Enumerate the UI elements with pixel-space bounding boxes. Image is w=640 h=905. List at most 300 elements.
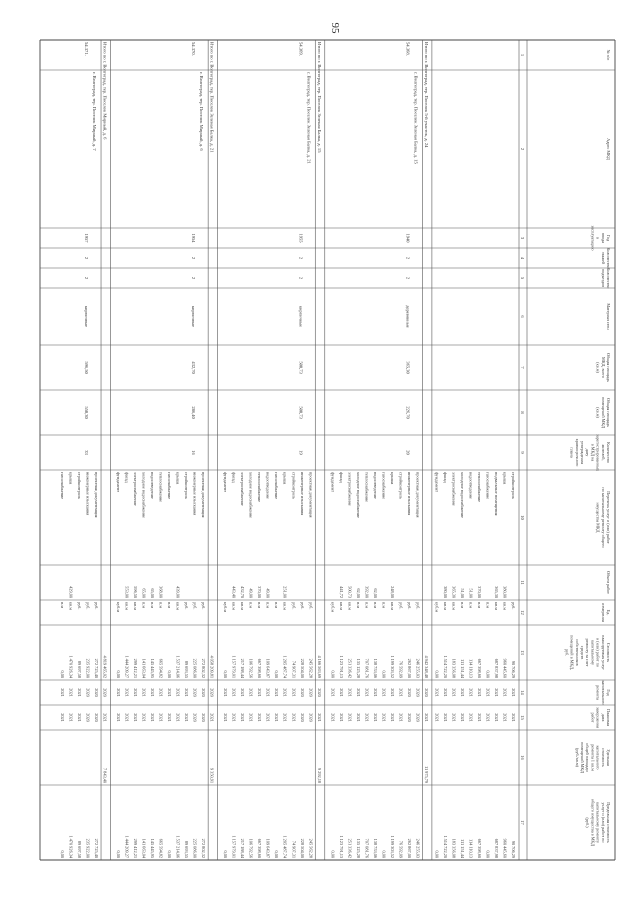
column-header: Количествоподъездов [600,267,611,289]
work-cost: 0,00 [274,670,280,678]
work-limit: 0,00 [485,850,491,858]
work-unit: п.м [485,602,491,609]
work-year: 2021 [133,688,139,697]
work-date: 2021 [240,713,246,722]
column-header: Годвводавэксплуатацию [590,225,611,251]
work-date: 2021 [124,713,130,722]
work-cost: 114 110,13 [468,658,474,678]
work-unit: п.м [476,602,482,609]
work-year: 2021 [381,688,387,697]
total-label: Итого по г. Волгоград, тер. Поселок 5-й участок, д. 24 [423,42,429,148]
work-cost: 246 255,03 [415,658,421,678]
column-number: 9 [520,451,525,454]
work-date: 2021 [459,713,465,722]
work-cost: 251 336,42 [347,658,353,678]
work-date: 2021 [158,713,164,722]
work-limit: 228 504,00 [299,838,305,858]
work-limit: 141 663,04 [141,838,147,858]
work-volume: 553,00 [124,586,130,598]
total-specific-cost: 9 350,91 [209,767,215,783]
work-date: 2021 [59,713,65,722]
work-volume: 51,00 [468,588,474,598]
work-date: 2021 [175,713,181,722]
work-name: холодное водоснабжение [459,472,465,518]
work-limit: 89 697,58 [77,840,82,858]
work-year: 2020 [406,688,412,697]
work-limit: 1 444 209,27 [124,835,130,858]
work-cost: 225 086,00 [192,658,198,678]
work-limit: 0,00 [167,850,173,858]
work-cost: 667 398,60 [476,658,482,678]
work-volume: 441,72 [338,586,344,598]
work-date: 2021 [265,713,271,722]
work-name: фасад [338,472,344,483]
work-cost: 0,00 [223,670,229,678]
work-date: 2021 [347,713,353,722]
work-date: 2021 [68,713,74,722]
work-date: 2021 [231,713,237,722]
work-unit: п.м [150,602,156,609]
work-unit: кв.м [442,602,448,610]
work-year: 2021 [124,688,130,697]
column-header: Количествожителей,зарегистрированныхв МКД надатуутверждениякраткосрочногоплана [569,434,611,471]
work-cost: 217 188,44 [240,658,246,678]
work-name: фасад [231,472,237,483]
work-limit: 299 412,21 [133,838,139,858]
year-built: 1940 [405,233,411,243]
work-year: 2021 [265,688,271,697]
column-header: Общая площадьМКД, всего(кв.м) [595,353,611,382]
total-specific-cost: 7 843,40 [102,767,108,783]
work-unit: куб.м [330,602,336,613]
work-cost: 76 592,09 [398,660,404,678]
work-unit: руб. [201,602,207,610]
work-date: 2021 [381,713,387,722]
work-name: инженерные изыскания [192,472,198,516]
area-premises: 226,70 [405,406,411,419]
work-unit: кв.м [389,602,395,610]
work-date: 2021 [372,713,378,722]
work-cost: 141 663,04 [141,658,147,678]
work-volume: 251,00 [282,586,288,598]
work-year: 2021 [248,688,254,697]
object-number: 54.370. [191,42,197,56]
year-built: 1954 [191,233,197,243]
work-name: инженерные изыскания [85,472,91,516]
work-date: 2021 [355,713,361,722]
work-year: 2021 [347,688,353,697]
work-date: 2021 [389,713,395,722]
work-year: 2020 [415,688,421,697]
work-year: 2020 [192,688,198,697]
work-limit: 114 110,13 [468,838,474,858]
work-cost: 1 199 303,52 [389,655,395,678]
column-number: 4 [520,256,525,260]
work-date: 2021 [330,713,336,722]
total-cost: 4 819 465,02 [102,655,108,678]
work-unit: п.м [265,602,271,609]
work-cost: 0,00 [59,670,65,678]
work-year: 2021 [389,688,395,697]
work-unit: п.м [355,602,361,609]
area-total: 365,30 [405,361,411,374]
total-cost: 4 942 348,48 [423,655,429,678]
work-volume: 62,00 [372,588,378,598]
work-limit: 246 255,03 [415,838,421,858]
work-unit: п.м [381,602,387,609]
work-name: водоотведение [150,472,156,499]
floors-count: 2 [191,256,197,260]
column-header: Общая площадьпомещений МКД(кв.м) [595,397,611,428]
column-header: Адрес МКД [606,138,611,160]
column-number: 3 [520,236,525,240]
area-premises: 550,30 [84,406,90,419]
work-date: 2021 [510,713,516,722]
work-date: 2021 [451,713,457,722]
work-date: 2021 [77,713,82,722]
work-unit: куб.м [116,602,122,613]
work-unit: кв.м [493,602,499,610]
work-name: крыша [389,472,395,485]
work-unit: кв.м [231,602,237,610]
work-date: 2021 [364,713,370,722]
work-unit: куб.м [223,602,229,613]
work-date: 2021 [167,713,173,722]
work-name: подвальные помещения [493,472,499,516]
work-date: 2020 [94,713,100,722]
work-limit: 262 867,00 [406,838,412,858]
work-volume: 439,00 [175,586,181,598]
work-volume: 49,00 [265,588,271,598]
work-unit: руб. [184,602,190,610]
work-year: 2021 [150,688,156,697]
work-limit: 245 562,28 [308,838,314,858]
work-volume: 429,00 [68,586,74,598]
work-limit: 272 802,32 [201,838,207,858]
work-unit: п.м [257,602,263,609]
work-name: проектная документация [308,472,314,518]
work-year: 2021 [141,688,147,697]
work-name: стройконтроль [398,472,404,500]
work-volume: 365,30 [493,586,499,598]
total-cost: 4 166 563,69 [316,655,322,678]
work-name: инженерные изыскания [299,472,305,516]
work-name: фундамент [434,472,440,493]
work-year: 2021 [434,688,440,697]
work-limit: 0,00 [381,850,387,858]
work-limit: 1 123 791,13 [338,835,344,858]
work-date: 2021 [291,713,297,722]
wall-material: кирпичные [298,305,304,328]
work-unit: п.м [248,602,254,609]
work-limit: 106 792,56 [248,838,254,858]
work-cost: 135 125,28 [355,658,361,678]
work-limit: 1 199 303,52 [389,835,395,858]
work-year: 2021 [459,688,465,697]
work-cost: 145 445,95 [150,658,156,678]
object-number: 54.371. [84,42,90,56]
work-unit: руб. [308,602,314,610]
work-limit: 707 081,76 [364,838,370,858]
work-limit: 109 643,87 [265,838,271,858]
work-year: 2020 [308,688,314,697]
work-unit: п.м [167,602,173,609]
work-unit: п.м [274,602,280,609]
residents-count: 16 [191,450,197,455]
work-limit: 145 445,95 [150,838,156,858]
work-volume: 500,73 [347,586,353,598]
work-name: теплоснабжение [257,472,263,503]
object-number: 54.368. [405,42,411,56]
work-name: инженерные изыскания [406,472,412,516]
work-cost: 89 697,58 [77,660,82,678]
work-name: холодное водоснабжение [355,472,361,518]
work-volume: 51,00 [459,588,465,598]
floors-count: 2 [298,256,304,260]
work-name: холодное водоснабжение [141,472,147,518]
total-date: 2021 [209,713,215,722]
work-year: 2021 [184,688,190,697]
work-name: фундамент [223,472,229,493]
work-cost: 272 802,32 [201,658,207,678]
residents-count: 33 [84,450,90,455]
work-name: водоотведение [372,472,378,499]
work-unit: руб. [291,602,297,610]
work-cost: 687 837,98 [493,658,499,678]
work-unit: руб. [192,602,198,610]
entrances-count: 2 [405,276,411,280]
work-limit: 1 470 926,34 [68,835,74,858]
work-year: 2021 [398,688,404,697]
work-limit: 667 398,60 [257,838,263,858]
work-cost: 707 081,76 [364,658,370,678]
work-cost: 0,00 [434,670,440,678]
work-cost: 228 504,00 [299,658,305,678]
work-year: 2020 [94,688,100,697]
work-limit: 235 922,00 [85,838,91,858]
work-cost: 183 356,08 [451,658,457,678]
work-limit: 135 125,28 [355,838,361,858]
work-volume: 248,00 [389,586,395,598]
work-name: крыша [175,472,181,485]
work-date: 2021 [141,713,147,722]
work-year: 2021 [77,688,82,697]
work-unit: п.м [59,602,65,609]
work-limit: 76 592,09 [398,840,404,858]
work-unit: руб. [85,602,91,610]
work-year: 2021 [338,688,344,697]
column-header: № п/п [606,49,611,61]
work-cost: 262 867,00 [406,658,412,678]
work-unit: куб.м [434,602,440,613]
total-year: 2020 [423,688,429,697]
work-volume: 62,00 [355,588,361,598]
work-limit: 960 445,60 [502,838,508,858]
work-cost: 0,00 [116,670,122,678]
object-address: г. Волгоград, тер. Поселок Зеленая Балка, д. 15 [413,72,419,164]
work-date: 2021 [282,713,288,722]
work-cost: 0,00 [167,670,173,678]
work-cost: 245 562,28 [308,658,314,678]
total-specific-cost: 11 975,79 [423,765,429,783]
work-date: 2021 [485,713,491,722]
work-year: 2020 [85,688,91,697]
column-number: 15 [520,715,525,720]
work-unit: кв.м [282,602,288,610]
work-cost: 272 725,40 [94,658,100,678]
entrances-count: 2 [191,276,197,280]
work-limit: 0,00 [434,850,440,858]
work-name: крыша [282,472,288,485]
work-date: 2021 [434,713,440,722]
work-cost: 0,00 [330,670,336,678]
total-date: 2021 [102,713,108,722]
area-premises: 500,73 [298,406,304,419]
work-year: 2021 [68,688,74,697]
work-limit: 225 086,00 [192,838,198,858]
work-cost: 90 706,29 [510,660,516,678]
column-header: Количествоэтажей [600,247,611,269]
work-limit: 90 706,29 [510,840,516,858]
work-name: электроснабжение [451,472,457,506]
work-date: 2020 [406,713,412,722]
work-limit: 89 693,55 [184,840,190,858]
work-name: стройконтроль [510,472,516,500]
column-number: 8 [520,411,525,414]
work-cost: 1 444 209,27 [124,655,130,678]
work-name: крыша [68,472,74,485]
work-name: электроснабжение [240,472,246,506]
entrances-count: 2 [298,276,304,280]
work-name: водоотведение [468,472,474,499]
work-volume: 596,50 [133,586,139,598]
work-year: 2021 [158,688,164,697]
work-limit: 111 151,44 [459,838,465,858]
work-cost: 0,00 [381,670,387,678]
work-date: 2021 [476,713,482,722]
work-name: проектная документация [201,472,207,518]
work-volume: 392,00 [364,586,370,598]
total-year: 2020 [102,688,108,697]
work-cost: 1 123 791,13 [338,655,344,678]
work-limit: 1 205 487,74 [282,835,288,858]
work-volume: 443,40 [231,586,237,598]
work-limit: 0,00 [223,850,229,858]
work-year: 2021 [476,688,482,697]
column-number: 12 [520,610,525,615]
work-limit: 272 725,40 [94,838,100,858]
column-header: Материал стен [606,303,611,330]
object-address: г. Волгоград, тер. Поселок Мирный, д. 7 [92,72,98,151]
work-year: 2021 [223,688,229,697]
area-premises: 286,40 [191,406,197,419]
work-date: 2021 [468,713,474,722]
work-unit: кв.м [502,602,508,610]
entrances-count: 2 [84,276,90,280]
area-total: 432,70 [191,361,197,374]
work-year: 2021 [240,688,246,697]
work-limit: 1 514 722,20 [442,835,448,858]
work-name: проектная документация [415,472,421,518]
work-cost: 299 412,21 [133,658,139,678]
work-year: 2021 [167,688,173,697]
work-date: 2020 [85,713,91,722]
work-year: 2021 [468,688,474,697]
column-header: Объем работ [606,571,611,594]
work-cost: 667 398,60 [257,658,263,678]
column-number: 16 [520,755,525,760]
work-unit: п.м [364,602,370,609]
work-cost: 1 205 487,74 [282,655,288,678]
year-built: 1955 [298,233,304,243]
work-limit: 251 336,42 [347,838,353,858]
column-header: Плановаядатазавершенияработ [590,707,611,728]
work-date: 2021 [150,713,156,722]
work-unit: кв.м [338,602,344,610]
floors-count: 2 [405,256,411,260]
floors-count: 2 [84,256,90,260]
work-unit: руб. [299,602,305,610]
work-unit: руб. [406,602,412,610]
work-year: 2021 [502,688,508,697]
column-number: 10 [520,515,525,520]
work-year: 2021 [274,688,280,697]
total-year: 2020 [316,688,322,697]
work-limit: 0,00 [59,850,65,858]
work-year: 2021 [116,688,122,697]
work-limit: 138 753,06 [372,838,378,858]
total-label: Итого по г. Волгоград, тер. Поселок Мирный, д. 6 [102,42,108,140]
work-name: газоснабжение [59,472,65,500]
work-volume: 432,70 [240,586,246,598]
work-name: холодное водоснабжение [248,472,254,518]
work-year: 2021 [510,688,516,697]
work-name: теплоснабжение [364,472,370,503]
work-unit: кв.м [240,602,246,610]
work-unit: п.м [141,602,147,609]
total-specific-cost: 9 292,18 [316,767,322,783]
column-number: 5 [520,276,525,280]
work-unit: п.м [158,602,164,609]
work-volume: 370,00 [257,586,263,598]
work-date: 2020 [201,713,207,722]
work-unit: кв.м [347,602,353,610]
work-year: 2021 [231,688,237,697]
area-total: 596,50 [84,361,90,374]
work-cost: 106 792,56 [248,658,254,678]
work-volume: 49,00 [248,588,254,598]
column-number: 14 [520,690,525,695]
work-date: 2021 [257,713,263,722]
work-cost: 1 470 926,34 [68,655,74,678]
work-limit: 217 188,44 [240,838,246,858]
work-volume: 65,00 [141,588,147,598]
work-name: электроснабжение [133,472,139,506]
work-name: фасад [442,472,448,483]
work-volume: 370,00 [476,586,482,598]
work-unit: кв.м [451,602,457,610]
work-cost: 74 907,31 [291,660,297,678]
column-header: Ед.измерения [600,603,611,622]
work-volume: 365,30 [451,586,457,598]
work-year: 2021 [451,688,457,697]
work-unit: руб. [94,602,100,610]
work-date: 2021 [274,713,280,722]
residents-count: 20 [405,450,411,455]
work-date: 2020 [299,713,305,722]
work-limit: 0,00 [330,850,336,858]
work-year: 2021 [291,688,297,697]
